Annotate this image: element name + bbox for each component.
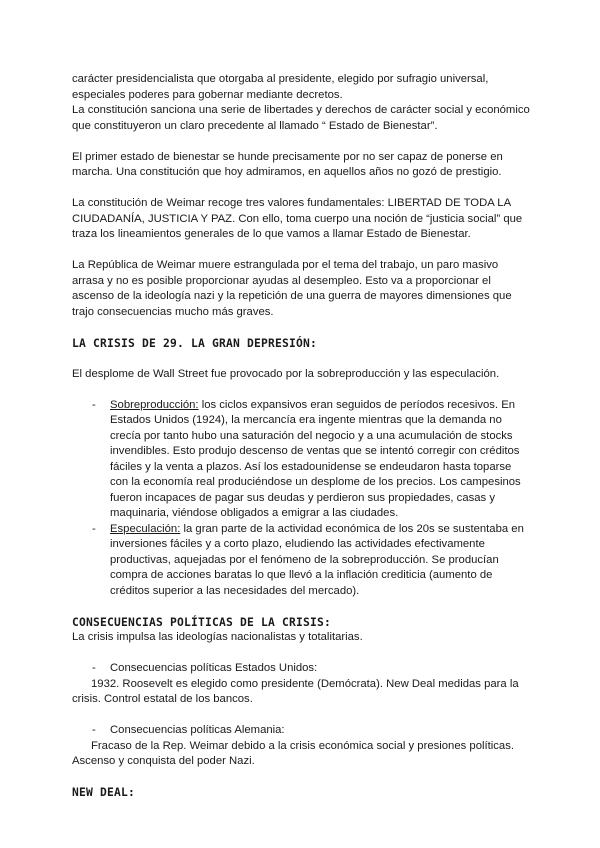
text-de-line1: Fracaso de la Rep. Weimar debido a la crisis económica social y presiones políticas. [91,739,514,752]
text-speculation: la gran parte de la actividad económica de los 20s se sustentaba en inversiones fáciles y a corto plazo, eludiendo las actividades efectivamente productivas, aquejadas por el fenómeno de la sobreproducción. Se producían compra de acciones baratas lo que llevó a la inflación crediticia (aumento de créditos superior a las necesidades del mercado). [110,522,524,597]
causes-list [72,398,532,600]
paragraph-constitution-rights: La constitución sanciona una serie de libertades y derechos de carácter social y económico que constituyeron un claro precedente al llamado “ Estado de Bienestar”. [72,104,530,132]
paragraph-weimar-collapse: La República de Weimar muere estrangulada por el tema del trabajo, un paro masivo arrasa y no es posible proporcionar ayudas al desempleo. Esto va a proporcionar el ascenso de la ideología nazi y la repetición de una guerra de mayores dimensiones que trajo consecuencias mucho más graves. [72,259,512,318]
document-page [72,72,532,801]
paragraph-welfare-state: El primer estado de bienestar se hunde precisamente por no ser capaz de ponerse en marcha. Una constitución que hoy admiramos, en aquellos años no gozó de prestigio. [72,150,503,178]
paragraph-weimar-values: La constitución de Weimar recoge tres valores fundamentales: LIBERTAD DE TODA LA CIUDADANÍA, JUSTICIA Y PAZ. Con ello, toma cuerpo una noción de “justicia social” que traza los lineamientos generales de lo que vamos a llamar Estado de Bienestar. [72,197,523,240]
list-item-de [72,723,532,739]
label-us: Consecuencias políticas Estados Unidos: [110,662,318,674]
paragraph-ideologies: La crisis impulsa las ideologías nacionalistas y totalitarias. [72,631,363,643]
heading-new-deal: NEW DEAL: [72,786,136,799]
list-item-speculation [72,522,532,600]
paragraph-wall-street: El desplome de Wall Street fue provocado por la sobreproducción y las especulación. [72,367,500,380]
list-item-overproduction [72,398,532,522]
text-us-line2: crisis. Control estatal de los bancos. [72,693,253,705]
text-us-line1: 1932. Roosevelt es elegido como presidente (Demócrata). New Deal medidas para la [91,677,519,690]
dash-bullet: - [92,662,96,674]
dash-bullet: - [92,522,96,535]
text-overproduction: los ciclos expansivos eran seguidos de períodos recesivos. En Estados Unidos (1924), la mercancía era ingente mientras que la demanda no crecía por tanto hubo una saturación del negocio y a una acumulación de stocks invendibles. Esto produjo descenso de ventas que se intentó corregir con créditos fáciles y la venta a plazos. Así los estadounidense se endeudaron hasta toparse con la economía real produciéndose un desplome de los precios. Los campesinos fueron incapaces de pagar sus deudas y perdieron sus propiedades, casas y maquinaria, viéndose obligados a emigrar a las ciudades. [110,398,521,519]
dash-bullet: - [92,724,96,736]
list-item-us [72,661,532,677]
heading-political-consequences: CONSECUENCIAS POLÍTICAS DE LA CRISIS: [72,615,332,629]
consequences-us-list [72,661,532,677]
heading-crisis-29: LA CRISIS DE 29. LA GRAN DEPRESIÓN: [72,336,318,350]
paragraph-presidential: carácter presidencialista que otorgaba al presidente, elegido por sufragio universal, especiales poderes para gobernar mediante decretos. [72,73,489,101]
consequences-de-list [72,723,532,739]
label-de: Consecuencias políticas Alemania: [110,724,285,736]
term-speculation: Especulación: [110,522,181,535]
term-overproduction: Sobreproducción: [110,398,199,411]
dash-bullet: - [92,398,96,411]
text-de-line2: Ascenso y conquista del poder Nazi. [72,755,255,767]
